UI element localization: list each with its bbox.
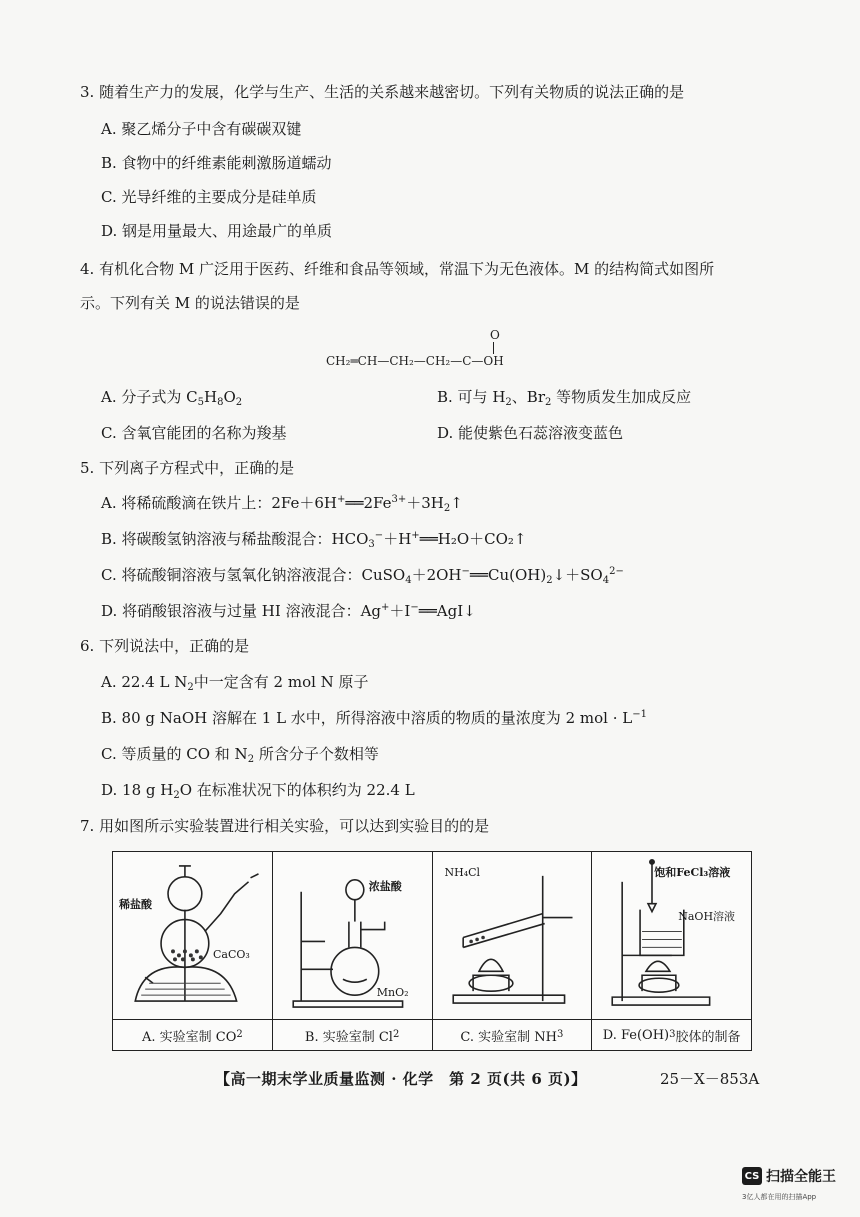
panel-c-caption: C. 实验室制 NH 3 — [433, 1019, 592, 1050]
panel-d-caption: D. Fe(OH) 3 胶体的制备 — [592, 1019, 751, 1050]
formula-double-bond-mark — [493, 342, 494, 354]
apparatus-panel-a — [113, 852, 273, 1050]
q4-option-c: C. 含氧官能团的名称为羧基 — [101, 424, 287, 442]
apparatus-panel-c — [433, 852, 593, 1050]
panel-c-label-reagent: NH₄Cl — [444, 866, 481, 879]
panel-d-label-solution: NaOH溶液 — [678, 910, 736, 923]
panel-b-label-acid: 浓盐酸 — [368, 880, 402, 893]
q4-stem-line1: 4. 有机化合物 M 广泛用于医药、纤维和食品等领域，常温下为无色液体。M 的结构简式如图所 — [80, 260, 715, 278]
panel-a-label-solid: CaCO₃ — [213, 948, 250, 961]
apparatus-table — [112, 851, 752, 1051]
exam-code: 25－X－853A — [660, 1070, 760, 1088]
camscanner-name: 扫描全能王 — [766, 1169, 836, 1185]
panel-b-caption: B. 实验室制 Cl 2 — [273, 1019, 432, 1050]
apparatus-panel-b — [273, 852, 433, 1050]
q4-stem-line2: 示。下列有关 M 的说法错误的是 — [80, 294, 300, 312]
kipp-generator-icon — [113, 852, 272, 1019]
q5-stem: 5. 下列离子方程式中，正确的是 — [80, 459, 295, 477]
q4-option-b: B. 可与 $H_2$、$Br_2$ 等物质发生加成反应 — [437, 388, 692, 408]
q3-option-a: A. 聚乙烯分子中含有碳碳双键 — [101, 120, 302, 138]
q5-option-d: D. 将硝酸银溶液与过量 HI 溶液混合：Ag+＋I−══AgI↓ — [101, 602, 476, 620]
formula-main-chain: CH₂═CH—CH₂—CH₂—C—OH — [326, 354, 504, 368]
ammonia-heating-drawing — [433, 852, 592, 1019]
q7-stem: 7. 用如图所示实验装置进行相关实验，可以达到实验目的的是 — [80, 817, 490, 835]
q3-stem: 3. 随着生产力的发展，化学与生产、生活的关系越来越密切。下列有关物质的说法正确的是 — [80, 83, 685, 101]
panel-a-caption: A. 实验室制 CO 2 — [113, 1019, 272, 1050]
structural-formula — [326, 328, 566, 372]
q4-option-d: D. 能使紫色石蕊溶液变蓝色 — [437, 424, 624, 442]
q6-option-b: B. 80 g NaOH 溶解在 1 L 水中，所得溶液中溶质的物质的量浓度为 2 mol · $L^{-1}$ — [101, 709, 647, 727]
camscanner-logo-icon: CS — [742, 1167, 762, 1185]
q6-option-c: C. 等质量的 CO 和 $N_2$ 所含分子个数相等 — [101, 745, 379, 765]
q3-option-d: D. 钢是用量最大、用途最广的单质 — [101, 222, 333, 240]
q6-option-a: A. 22.4 L $N_2$中一定含有 2 mol N 原子 — [101, 673, 369, 693]
q5-option-b: B. 将碳酸氢钠溶液与稀盐酸混合：$HCO_3^-+H^+══H_2O+CO_2↑$ — [101, 530, 527, 550]
colloid-preparation-drawing — [592, 852, 751, 1019]
panel-a-label-acid: 稀盐酸 — [119, 898, 152, 911]
q4-option-a: A. 分子式为 $C_5H_8O_2$ — [101, 388, 243, 408]
panel-d-label-reagent: 饱和FeCl₃溶液 — [654, 866, 731, 879]
panel-b-label-solid: MnO₂ — [376, 986, 409, 999]
camscanner-tagline: 3亿人都在用的扫描App — [742, 1193, 817, 1201]
q3-option-b: B. 食物中的纤维素能刺激肠道蠕动 — [101, 154, 332, 172]
q6-stem: 6. 下列说法中，正确的是 — [80, 637, 250, 655]
page-footer: 【高一期末学业质量监测 · 化学 第 2 页(共 6 页)】 — [215, 1070, 587, 1088]
chlorine-generator-drawing — [273, 852, 432, 1019]
q6-option-d: D. 18 g $H_2O$ 在标准状况下的体积约为 22.4 L — [101, 781, 415, 801]
q3-option-c: C. 光导纤维的主要成分是硅单质 — [101, 188, 317, 206]
q5-option-a: A. 将稀硫酸滴在铁片上：$2Fe+6H^+══2Fe^{3+}+3H_2↑$ — [101, 494, 463, 514]
q5-option-c: C. 将硫酸铜溶液与氢氧化钠溶液混合：$CuSO_4+2OH^-══Cu(OH)_2↓+SO_4^{2-}$ — [101, 566, 624, 586]
formula-carbonyl-oxygen: O — [490, 328, 500, 342]
kipp-generator-drawing — [113, 852, 272, 1019]
apparatus-panel-d — [592, 852, 751, 1050]
